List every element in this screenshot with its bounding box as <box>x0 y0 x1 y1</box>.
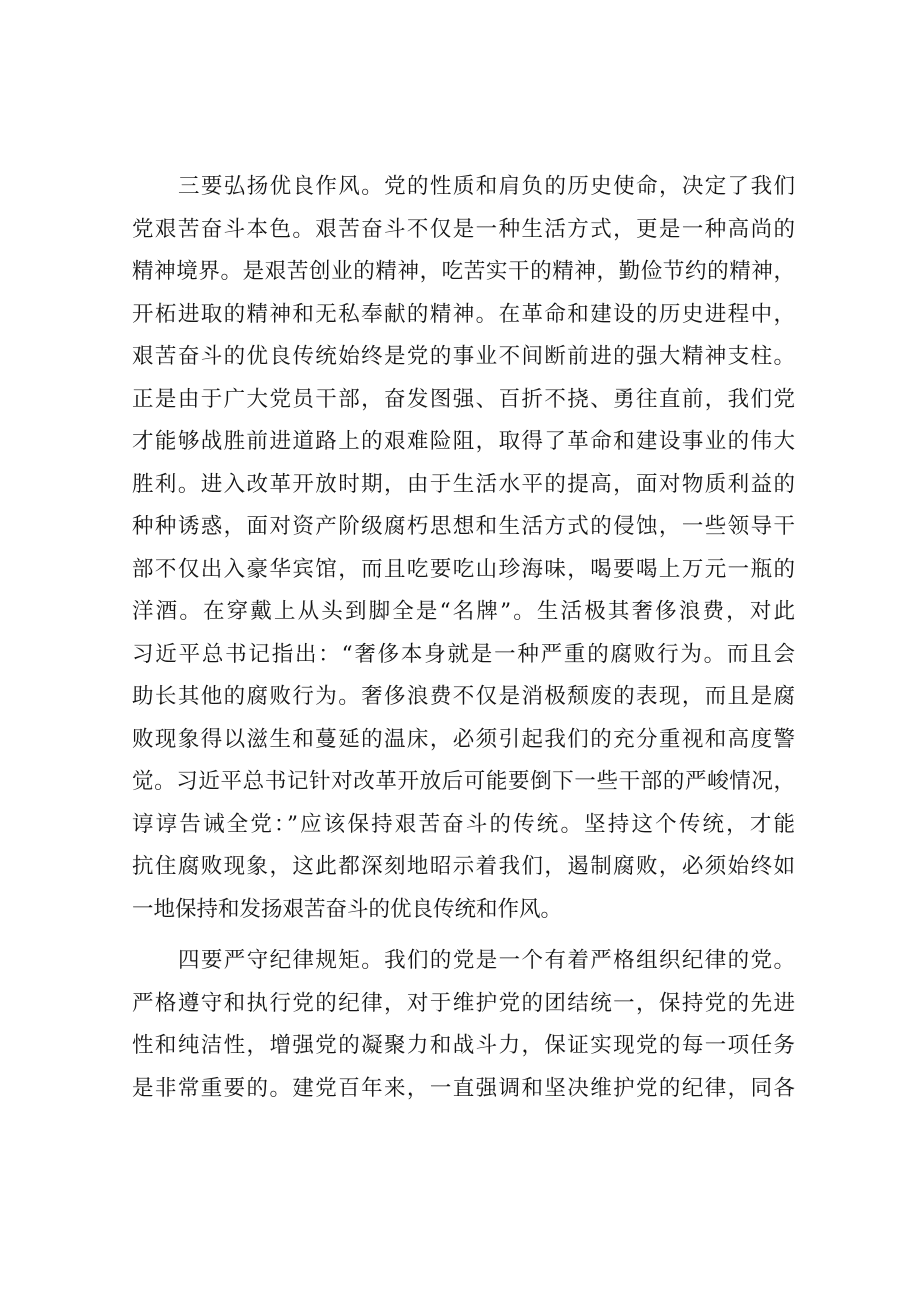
text-line: 开柘进取的精神和无私奉献的精神。在革命和建设的历史进程中， <box>132 301 795 327</box>
text-line: 觉。习近平总书记针对改革开放后可能要倒下一些干部的严峻情况， <box>132 769 795 794</box>
text-line: 败现象得以滋生和蔓延的温床，必须引起我们的充分重视和高度警 <box>132 726 795 752</box>
text-line: 四要严守纪律规矩。我们的党是一个有着严格组织纪律的党。 <box>178 948 795 973</box>
text-line: 一地保持和发扬艰苦奋斗的优良传统和作风。 <box>132 896 563 922</box>
text-line: 党艰苦奋斗本色。艰苦奋斗不仅是一种生活方式，更是一种高尚的 <box>132 216 795 242</box>
paragraph-discipline-rules <box>132 940 795 1110</box>
text-line: 精神境界。是艰苦创业的精神，吃苦实干的精神，勤俭节约的精神， <box>132 259 795 284</box>
text-line: 助长其他的腐败行为。奢侈浪费不仅是消极颓废的表现，而且是腐 <box>132 684 795 709</box>
text-line: 严格遵守和执行党的纪律，对于维护党的团结统一，保持党的先进 <box>132 990 795 1016</box>
text-line: 艰苦奋斗的优良传统始终是党的事业不间断前进的强大精神支柱。 <box>132 344 795 369</box>
text-line: 胜利。进入改革开放时期，由于生活水平的提高，面对物质利益的 <box>132 471 795 497</box>
text-line: 是非常重要的。建党百年来，一直强调和坚决维护党的纪律，同各 <box>132 1075 795 1101</box>
text-line: 部不仅出入豪华宾馆，而且吃要吃山珍海味，喝要喝上万元一瓶的 <box>132 556 795 582</box>
text-line: 三要弘扬优良作风。党的性质和肩负的历史使命，决定了我们 <box>178 174 795 199</box>
text-line: 谆谆告诫全党：”应该保持艰苦奋斗的传统。坚持这个传统，才能 <box>132 811 795 837</box>
text-line: 抗住腐败现象，这此都深刻地昭示着我们，遏制腐败，必须始终如 <box>132 854 795 879</box>
text-line: 洋酒。在穿戴上从头到脚全是“名牌”。生活极其奢侈浪费，对此 <box>132 599 795 624</box>
text-line: 正是由于广大党员干部，奋发图强、百折不挠、勇往直前，我们党 <box>132 386 795 412</box>
text-line: 性和纯洁性，增强党的凝聚力和战斗力，保证实现党的每一项任务 <box>132 1033 795 1058</box>
text-line: 习近平总书记指出：“奢侈本身就是一种严重的腐败行为。而且会 <box>132 641 795 667</box>
text-line: 才能够战胜前进道路上的艰难险阻，取得了革命和建设事业的伟大 <box>132 429 795 454</box>
paragraph-discipline-style <box>132 166 795 931</box>
text-line: 种种诱惑，面对资产阶级腐朽思想和生活方式的侵蚀，一些领导干 <box>132 514 795 539</box>
